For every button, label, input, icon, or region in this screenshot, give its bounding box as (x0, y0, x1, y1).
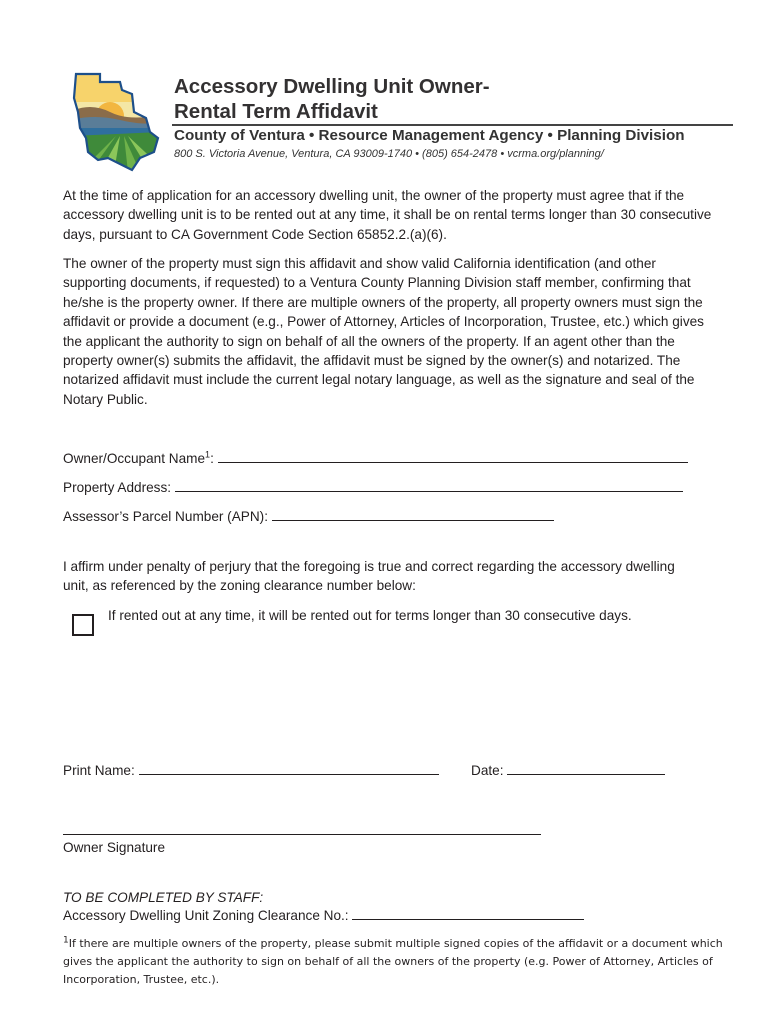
print-name-input-line[interactable] (139, 762, 439, 775)
property-address-field (63, 479, 683, 495)
title-line-1: Accessory Dwelling Unit Owner- (174, 75, 490, 98)
intro-paragraph (63, 186, 713, 244)
page-title (174, 74, 490, 124)
date-field (471, 762, 665, 778)
county-logo (70, 72, 162, 172)
affirmation-text: I affirm under penalty of perjury that the foregoing is true and correct regarding the accessory dwelling unit, as referenced by the zoning clearance number below: (63, 559, 675, 594)
footnote (63, 935, 723, 989)
footnote-marker: 1 (205, 449, 211, 460)
requirements-paragraph (63, 254, 713, 409)
staff-heading: TO BE COMPLETED BY STAFF: (63, 890, 264, 905)
agency-address: 800 S. Victoria Avenue, Ventura, CA 93009-1740 • (805) 654-2478 • vcrma.org/planning/ (174, 148, 604, 160)
owner-name-field (63, 450, 688, 466)
date-label: Date: (471, 763, 504, 778)
print-name-field (63, 762, 439, 778)
property-address-label: Property Address: (63, 480, 172, 495)
ventura-county-map-icon (70, 72, 162, 172)
title-line-2: Rental Term Affidavit (174, 100, 378, 123)
owner-name-label: Owner/Occupant Name (63, 451, 206, 466)
intro-text: At the time of application for an accessory dwelling unit, the owner of the property must agree that if the accessory dwelling unit is to be rented out at any time, it shall be on rental terms longer than 30 consecutive days, pursuant to CA Government Code Section 65852.2.(a)(6). (63, 188, 712, 242)
owner-signature-label: Owner Signature (63, 840, 166, 855)
clearance-number-label: Accessory Dwelling Unit Zoning Clearance No.: (63, 908, 349, 923)
staff-section (63, 889, 584, 925)
affirmation-paragraph (63, 557, 703, 596)
footnote-text: If there are multiple owners of the property, please submit multiple signed copies of the affidavit or a document which gives the applicant the authority to sign on behalf of all the owners of the property (e.g. Power of Attorney, Articles of Incorporation, Trustee, etc.). (63, 937, 723, 986)
property-address-input-line[interactable] (175, 479, 683, 492)
rental-term-checkbox[interactable] (72, 614, 94, 636)
apn-label: Assessor’s Parcel Number (APN): (63, 509, 268, 524)
agency-name: County of Ventura • Resource Management Agency • Planning Division (174, 127, 685, 144)
apn-field (63, 508, 554, 524)
owner-name-input-line[interactable] (218, 450, 688, 463)
header-divider (172, 124, 733, 126)
clearance-number-input-line[interactable] (352, 907, 584, 920)
apn-input-line[interactable] (272, 508, 554, 521)
clearance-number-field (63, 907, 584, 925)
footnote-number: 1 (63, 935, 69, 946)
print-name-label: Print Name: (63, 763, 135, 778)
owner-signature-line[interactable] (63, 834, 541, 835)
requirements-text: The owner of the property must sign this affidavit and show valid California identification (and other supporting documents, if requested) to a Ventura County Planning Division staff member, confirming that he/she is the property owner. If there are multiple owners of the property, all property owners must sign the affidavit or provide a document (e.g., Power of Attorney, Articles of Incorporation, Trustee, etc.) which gives the applicant the authority to sign on behalf of all the owners of the property. If an agent other than the property owner(s) submits the affidavit, the affidavit must be signed by the owner(s) and notarized. The notarized affidavit must include the current legal notary language, as well as the signature and seal of the Notary Public. (63, 256, 704, 407)
owner-name-colon: : (210, 451, 214, 466)
date-input-line[interactable] (507, 762, 665, 775)
rental-term-checkbox-label: If rented out at any time, it will be rented out for terms longer than 30 consecutive days. (108, 608, 632, 623)
